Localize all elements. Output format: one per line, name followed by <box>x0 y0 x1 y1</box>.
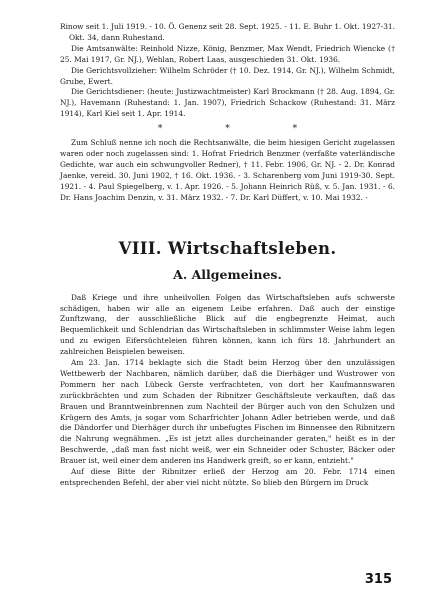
gerichtsvollzieher-paragraph: Die Gerichtsvollzieher: Wilhelm Schröder († 10. Dez. 1914, Gr. NJ.), Wilhelm Schmidt, Grube, Ewert. <box>60 65 395 86</box>
body-paragraph-1: Daß Kriege und ihre unheilvollen Folgen das Wirtschaftsleben aufs schwerste schädigen, haben wir alle an eigenem Leibe erfahren. Daß auch der einstige Zunftzwang, der ausschließliche Blick auf die engbegrenzte Heimat, auch Bequemlichkeit und Schlendrian das Wirtschaftsleben in schlimmster Weise lahm legen und zu ewigen Eifersüchteleien führen können, kann ich fürs 18. Jahrhundert an zahlreichen Beispielen beweisen. <box>60 292 395 357</box>
notary-entry: Rinow seit 1. Juli 1919. - 10. Ö. Genenz seit 28. Sept. 1925. - 11. E. Buhr 1. Okt. 1927-31. Okt. 34, dann Ruhestand. <box>60 22 395 42</box>
document-page <box>60 22 395 489</box>
chapter-title: VIII. Wirtschaftsleben. <box>118 238 337 258</box>
rechtsanwaelte-paragraph: Zum Schluß nenne ich noch die Rechtsanwälte, die beim hiesigen Gericht zugelassen waren oder noch zugelassen sind: 1. Hofrat Friedrich Benzmer (verfaßte vaterländische Gedichte, war auch ein schwungvoller Redner), † 11. Febr. 1906, Gr. NJ. - 2. Dr. Konrad Jaenke, vereid. 30. Juni 1902, † 16. Okt. 1936. - 3. Scharenberg vom Juni 1919-30. Sept. 1921. - 4. Paul Spiegelberg, v. 1. Apr. 1926. - 5. Johann Heinrich Rüß, v. 5. Jan. 1931. - 6. Dr. Hans Joachim Denzin, v. 31. März 1932. - 7. Dr. Karl Düffert, v. 10. Mai 1932. - <box>60 138 395 202</box>
gerichtsdiener-paragraph: Die Gerichtsdiener: (heute: Justizwachtmeister) Karl Brockmann († 28. Aug. 1894, Gr. NJ.), Havemann (Ruhestand: 1. Jan. 1907), Friedrich Schackow (Ruhestand: 31. März 1914), Karl Kiel seit 1. Apr. 1914. <box>60 87 395 119</box>
officials-list <box>60 22 395 120</box>
section-title: A. Allgemeines. <box>173 266 282 282</box>
amtsanwaelte-paragraph: Die Amtsanwälte: Reinhold Nizze, König, Benzmer, Max Wendt, Friedrich Wiencke († 25. Mai 1917, Gr. NJ.), Wehlan, Robert Laas, ausgeschieden 31. Okt. 1936. <box>60 43 395 64</box>
body-paragraph-2: Am 23. Jan. 1714 beklagte sich die Stadt beim Herzog über den unzulässigen Wettbewerb der Nachbaren, nämlich darüber, daß die Dierhäger und Wustrower von Pommern her nach Lübeck Gerste verfrachteten, von dort her Kaufmannswaren zurückbrächten und zum Schaden der Ribnitzer Geschäftsleute verkauften, daß das Brauen und Branntweinbrennen zum Nachteil der Bürger auch von den Schulzen und Krügern des Amts, ja sogar vom Scharfrichter Johann Adler betrieben werde, und daß die Dändorfer und Dierhäger durch ihr unbefugtes Fischen im Binnensee den Ribnitzern die Nahrung wegnähmen. „Es ist jetzt alles durcheinander geraten," heißt es in der Beschwerde, „daß man fast nicht weiß, wer ein Schneider oder Schuster, Bäcker oder Brauer ist, weil einer dem anderen ins Handwerk greift, so er kann, entzieht." <box>60 358 395 466</box>
section-divider-stars: * * * <box>157 124 328 135</box>
body-paragraph-3: Auf diese Bitte der Ribnitzer erließ der Herzog am 20. Febr. 1714 einen entsprechenden Befehl, der aber viel nicht nützte. So blieb den Bürgern im Druck <box>60 467 395 487</box>
page-number: 315 <box>364 572 392 587</box>
